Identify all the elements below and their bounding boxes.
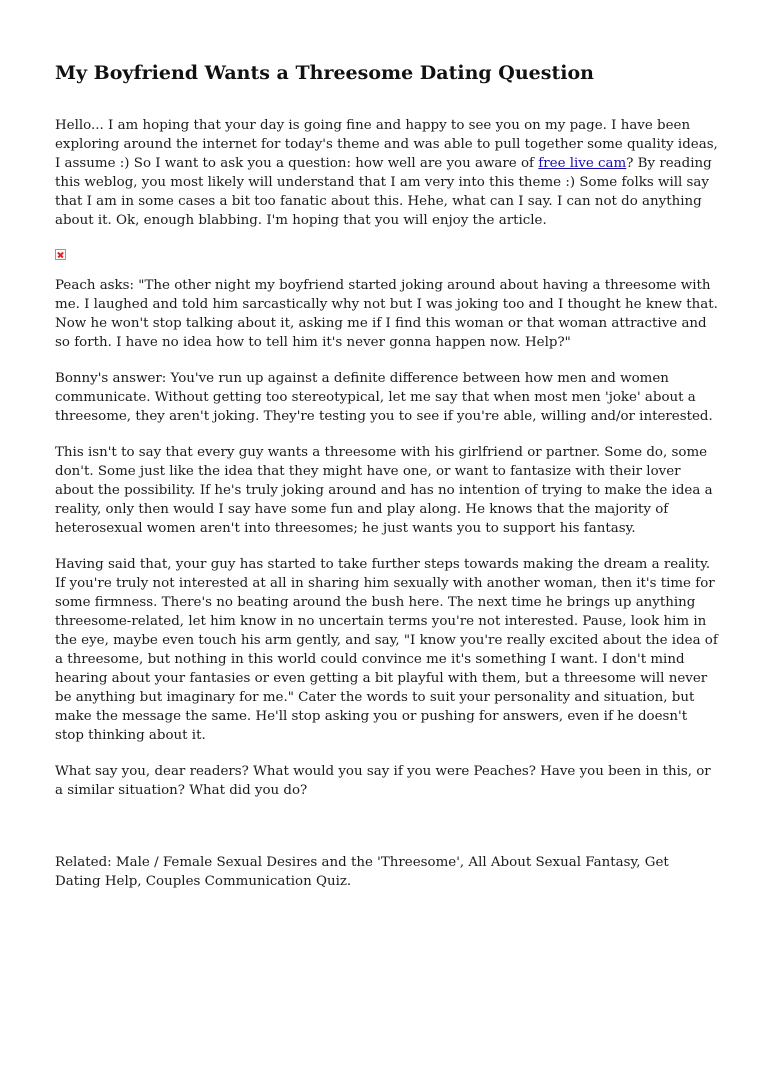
paragraph-peach-question: Peach asks: "The other night my boyfriend started joking around about having a threesome with me. I laughed and told him sarcastically why not but I was joking too and I thought he knew that. Now he won't stop talking about it, asking me if I find this woman or that woman attractive and so forth. I have no idea how to tell him it's never gonna happen now. Help?"	[55, 278, 718, 350]
paragraph-bonny-answer: Bonny's answer: You've run up against a definite difference between how men and women communicate. Without getting too stereotypical, let me say that when most men 'joke' about a threesome, they aren't joking. They're testing you to see if you're able, willing and/or interested.	[55, 371, 713, 424]
broken-image	[55, 247, 718, 276]
intro-paragraph	[55, 116, 718, 230]
spacer	[55, 817, 718, 853]
paragraph-having-said-that: Having said that, your guy has started to take further steps towards making the dream a reality. If you're truly not interested at all in sharing him sexually with another woman, then it's time for some firmness. There's no beating around the bush here. The next time he brings up anything threesome-related, let him know in no uncertain terms you're not interested. Pause, look him in the eye, maybe even touch his arm gently, and say, "I know you're really excited about the idea of a threesome, but nothing in this world could convince me it's something I want. I don't mind hearing about your fantasies or even getting a bit playful with them, but a threesome will never be anything but imaginary for me." Cater the words to suit your personality and situation, but make the message the same. He'll stop asking you or pushing for answers, even if he doesn't stop thinking about it.	[55, 557, 718, 743]
intro-text-before-link: Hello... I am hoping that your day is going fine and happy to see you on my page. I have been exploring around the internet for today's theme and was able to pull together some quality ideas, I assume :) So I want to ask you a question: how well are you aware of	[55, 118, 718, 171]
free-live-cam-link[interactable]: free live cam	[538, 156, 627, 171]
paragraph-not-every-guy: This isn't to say that every guy wants a threesome with his girlfriend or partner. Some do, some don't. Some just like the idea that they might have one, or want to fantasize with their lover about the possibility. If he's truly joking around and has no intention of trying to make the idea a reality, only then would I say have some fun and play along. He knows that the majority of heterosexual women aren't into threesomes; he just wants you to support his fantasy.	[55, 445, 713, 536]
related-links: Related: Male / Female Sexual Desires and the 'Threesome', All About Sexual Fantasy, Get Dating Help, Couples Communication Quiz.	[55, 855, 669, 889]
intro-text-after-link: ? By reading this weblog, you most likely will understand that I am very into this theme :) Some folks will say that I am in some cases a bit too fanatic about this. Hehe, what can I say. I can not do anything about it. Ok, enough blabbing. I'm hoping that you will enjoy the article.	[55, 156, 712, 228]
page-title: My Boyfriend Wants a Threesome Dating Question	[55, 62, 594, 84]
paragraph-readers-question: What say you, dear readers? What would you say if you were Peaches? Have you been in this, or a similar situation? What did you do?	[55, 764, 711, 798]
broken-image-icon	[55, 249, 66, 260]
